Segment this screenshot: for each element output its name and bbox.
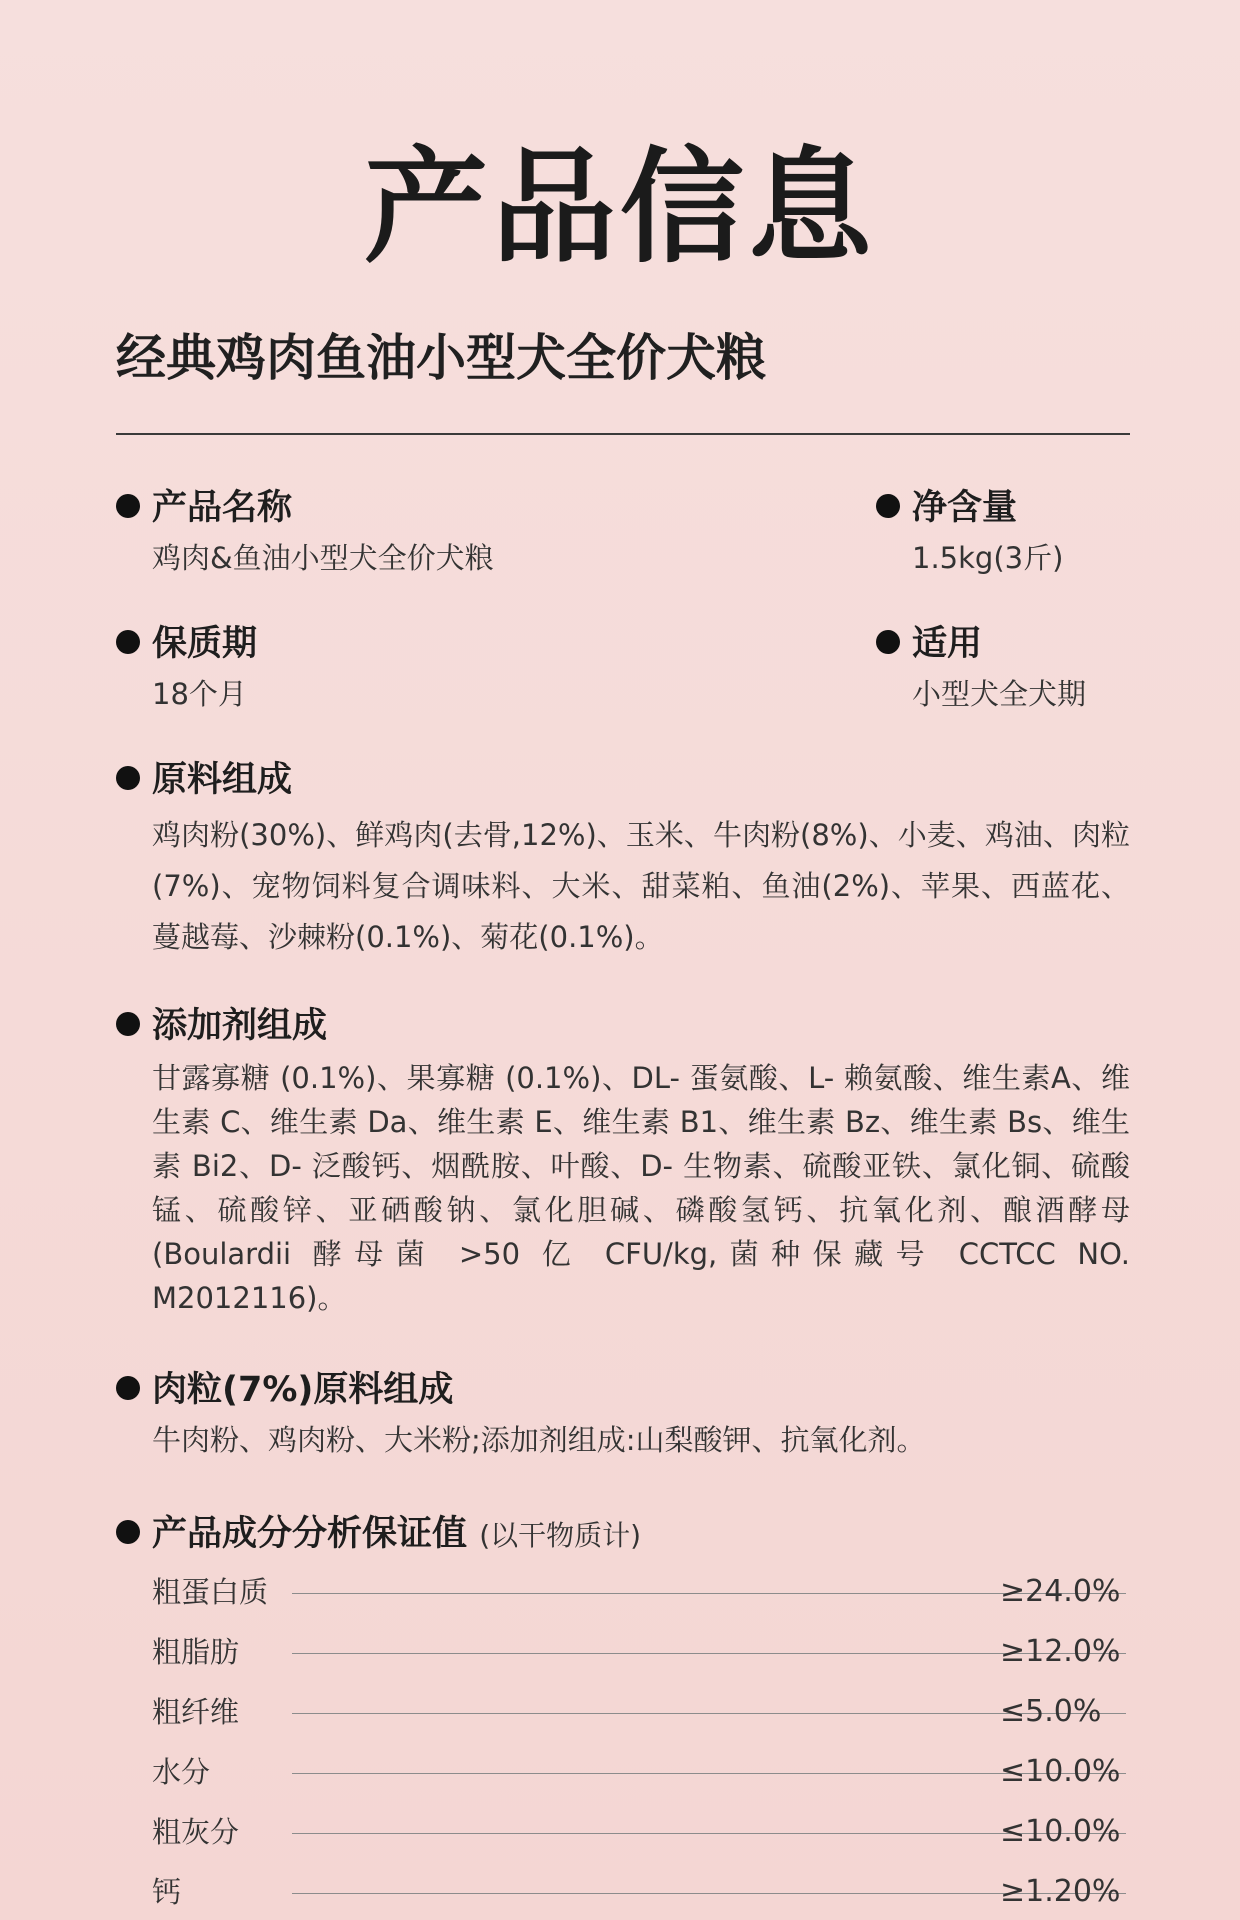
nutrient-row xyxy=(152,1752,1121,1792)
product-title: 经典鸡肉鱼油小型犬全价犬粮 xyxy=(116,329,766,387)
analysis-section xyxy=(116,1512,641,1558)
nutrient-name: 粗灰分 xyxy=(152,1815,240,1849)
analysis-note: (以干物质计) xyxy=(479,1519,642,1552)
page-title: 产品信息 xyxy=(363,136,876,280)
shelf-life-label: 保质期 xyxy=(152,624,258,664)
bullet-icon xyxy=(876,494,900,518)
nutrient-value: ≤10.0% xyxy=(1000,1814,1121,1849)
suitable-value: 小型犬全犬期 xyxy=(912,677,1087,711)
meat-pieces-label: 肉粒(7%)原料组成 xyxy=(152,1370,454,1410)
nutrient-name: 粗蛋白质 xyxy=(152,1575,269,1609)
nutrient-value: ≥12.0% xyxy=(1000,1634,1121,1669)
bullet-icon xyxy=(116,1376,140,1400)
additives-text: 甘露寡糖 (0.1%)、果寡糖 (0.1%)、DL- 蛋氨酸、L- 赖氨酸、维生素A、维生素 C、维生素 Da、维生素 E、维生素 B1、维生素 Bz、维生素 Bs、维生素 Bi2、D- 泛酸钙、烟酰胺、叶酸、D- 生物素、硫酸亚铁、氯化铜、硫酸锰、硫酸锌、亚硒酸钠、氯化胆碱、磷酸氢钙、抗氧化剂、酿酒酵母 (Boulardii 酵母菌 >50 亿 CFU/kg,菌种保藏号 CCTCC NO. M2012116)。 xyxy=(152,1061,1130,1315)
product-name-value: 鸡肉&鱼油小型犬全价犬粮 xyxy=(152,541,494,575)
bullet-icon xyxy=(116,630,140,654)
nutrient-row xyxy=(152,1812,1121,1852)
ingredients-section xyxy=(116,758,1130,963)
nutrient-value: ≥1.20% xyxy=(1000,1874,1121,1909)
shelf-life-value: 18个月 xyxy=(152,677,247,711)
nutrient-row xyxy=(152,1872,1121,1912)
nutrient-row xyxy=(152,1632,1121,1672)
additives-label: 添加剂组成 xyxy=(152,1006,328,1046)
bullet-icon xyxy=(116,1012,140,1036)
nutrient-value: ≤5.0% xyxy=(1000,1694,1102,1729)
bullet-icon xyxy=(876,630,900,654)
net-weight-section xyxy=(876,486,1063,578)
nutrient-row xyxy=(152,1572,1121,1612)
product-name-label: 产品名称 xyxy=(152,488,293,528)
divider xyxy=(116,433,1130,435)
analysis-label: 产品成分分析保证值 xyxy=(152,1514,468,1554)
net-weight-value: 1.5kg(3斤) xyxy=(912,541,1064,575)
additives-section xyxy=(116,1004,1130,1320)
bullet-icon xyxy=(116,494,140,518)
product-name-section xyxy=(116,486,494,578)
shelf-life-section xyxy=(116,622,257,714)
nutrient-name: 钙 xyxy=(152,1875,182,1909)
ingredients-text: 鸡肉粉(30%)、鲜鸡肉(去骨,12%)、玉米、牛肉粉(8%)、小麦、鸡油、肉粒(7%)、宠物饲料复合调味料、大米、甜菜粕、鱼油(2%)、苹果、西蓝花、蔓越莓、沙棘粉(0.1%)、菊花(0.1%)。 xyxy=(152,818,1130,954)
bullet-icon xyxy=(116,766,140,790)
nutrient-name: 水分 xyxy=(152,1755,211,1789)
nutrient-name: 粗纤维 xyxy=(152,1695,240,1729)
nutrient-value: ≥24.0% xyxy=(1000,1574,1121,1609)
net-weight-label: 净含量 xyxy=(912,488,1018,528)
ingredients-label: 原料组成 xyxy=(152,760,293,800)
bullet-icon xyxy=(116,1520,140,1544)
nutrient-name: 粗脂肪 xyxy=(152,1635,240,1669)
meat-pieces-text: 牛肉粉、鸡肉粉、大米粉;添加剂组成:山梨酸钾、抗氧化剂。 xyxy=(152,1423,926,1457)
meat-pieces-section xyxy=(116,1368,926,1460)
nutrient-value: ≤10.0% xyxy=(1000,1754,1121,1789)
suitable-section xyxy=(876,622,1086,714)
suitable-label: 适用 xyxy=(912,624,983,664)
nutrient-row xyxy=(152,1692,1112,1732)
